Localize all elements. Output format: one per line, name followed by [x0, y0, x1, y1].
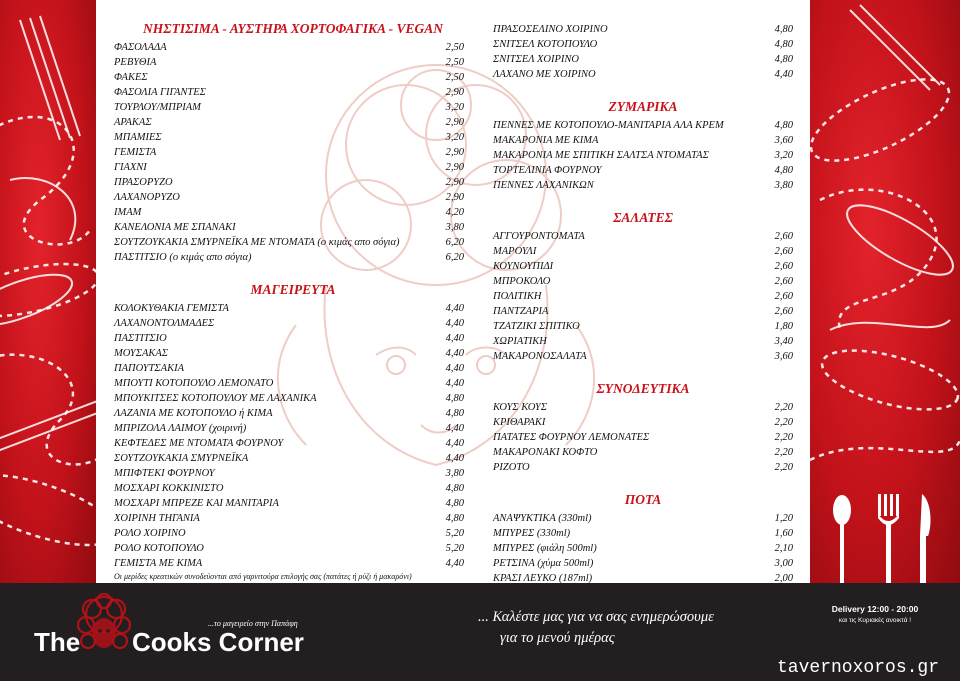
menu-item-price: 1,80: [774, 321, 793, 332]
call-line-1: ... Καλέστε μας για να σας ενημερώσουμε: [478, 609, 714, 625]
menu-item: [493, 52, 793, 67]
menu-item-name: ΦΑΣΟΛΙΑ ΓΙΓΑΝΤΕΣ: [114, 87, 206, 98]
call-line-2: για το μενού ημέρας: [500, 630, 615, 646]
menu-item-name: ΡΙΖΟΤΟ: [493, 462, 530, 473]
menu-item-name: ΜΠΥΡΕΣ (φιάλη 500ml): [493, 543, 597, 554]
section-gap: [114, 265, 464, 279]
menu-item-name: ΡΕΤΣΙΝΑ (χύμα 500ml): [493, 558, 594, 569]
menu-item: [114, 406, 464, 421]
menu-item: [114, 346, 464, 361]
menu-item: [493, 556, 793, 571]
menu-item: [114, 556, 464, 571]
menu-item-price: 3,80: [445, 468, 464, 479]
menu-item-name: ΜΠΡΟΚΟΛΟ: [493, 276, 551, 287]
menu-item-name: ΜΠΥΡΕΣ (330ml): [493, 528, 571, 539]
menu-item-price: 3,80: [445, 222, 464, 233]
site-watermark: tavernoxoros.gr: [777, 658, 940, 678]
section-gap: [493, 364, 793, 378]
menu-item: [114, 331, 464, 346]
menu-item-price: 2,60: [774, 261, 793, 272]
menu-item: [493, 274, 793, 289]
menu-item: [493, 415, 793, 430]
menu-item-price: 3,80: [774, 180, 793, 191]
menu-item-price: 4,40: [445, 318, 464, 329]
menu-item-name: ΜΑΚΑΡΟΝΙΑ ΜΕ ΣΠΙΤΙΚΗ ΣΑΛΤΣΑ ΝΤΟΜΑΤΑΣ: [493, 150, 709, 161]
menu-item-price: 2,60: [774, 306, 793, 317]
menu-item: [114, 160, 464, 175]
menu-item: [114, 391, 464, 406]
menu-item-price: 2,90: [445, 162, 464, 173]
menu-item-name: ΜΑΚΑΡΟΝΑΚΙ ΚΟΦΤΟ: [493, 447, 598, 458]
menu-item-price: 6,20: [445, 252, 464, 263]
menu-item-name: ΠΡΑΣΟΣΕΛΙΝΟ ΧΟΙΡΙΝΟ: [493, 24, 608, 35]
menu-item-name: ΦΑΚΕΣ: [114, 72, 148, 83]
menu-item-price: 4,80: [445, 498, 464, 509]
menu-item-name: ΜΑΡΟΥΛΙ: [493, 246, 537, 257]
menu-item-name: ΜΠΡΙΖΟΛΑ ΛΑΙΜΟΥ (χοιρινή): [114, 423, 247, 434]
menu-item-name: ΠΡΑΣΟΡΥΖΟ: [114, 177, 173, 188]
menu-item: [114, 190, 464, 205]
menu-item-price: 4,40: [445, 363, 464, 374]
menu-item-name: ΜΠΙΦΤΕΚΙ ΦΟΥΡΝΟΥ: [114, 468, 215, 479]
menu-item: [493, 400, 793, 415]
menu-item: [493, 67, 793, 82]
menu-item-name: ΡΟΛΟ ΚΟΤΟΠΟΥΛΟ: [114, 543, 204, 554]
menu-item-price: 3,20: [774, 150, 793, 161]
menu-item: [114, 301, 464, 316]
menu-item-price: 2,90: [445, 147, 464, 158]
menu-item-price: 2,10: [774, 543, 793, 554]
menu-item-name: ΓΕΜΙΣΤΑ ΜΕ ΚΙΜΑ: [114, 558, 203, 569]
white-dashed-doodles: [0, 0, 96, 583]
menu-item-price: 4,20: [445, 207, 464, 218]
menu-item-price: 4,40: [445, 558, 464, 569]
menu-item-price: 2,20: [774, 462, 793, 473]
menu-item: [114, 481, 464, 496]
menu-item-price: 5,20: [445, 543, 464, 554]
section-title: ΜΑΓΕΙΡΕΥΤΑ: [250, 282, 336, 297]
menu-item-price: 5,20: [445, 528, 464, 539]
curly-hair-face-logo-icon: [74, 593, 134, 663]
brand-logo: [32, 591, 322, 673]
menu-item-name: ΓΙΑΧΝΙ: [114, 162, 147, 173]
menu-item-price: 4,80: [445, 483, 464, 494]
menu-item: [114, 361, 464, 376]
menu-item: [493, 511, 793, 526]
menu-sheet: [96, 0, 810, 583]
section-title: ΝΗΣΤΙΣΙΜΑ - ΑΥΣΤΗΡΑ ΧΟΡΤΟΦΑΓΙΚΑ - VEGAN: [143, 21, 443, 36]
menu-item: [114, 496, 464, 511]
menu-item: [493, 445, 793, 460]
menu-item-name: ΠΕΝΝΕΣ ΜΕ ΚΟΤΟΠΟΥΛΟ-ΜΑΝΙΤΑΡΙΑ ΑΛΑ ΚΡΕΜ: [493, 120, 724, 131]
menu-item-name: ΣΝΙΤΣΕΛ ΧΟΙΡΙΝΟ: [493, 54, 579, 65]
menu-item-name: ΡΕΒΥΘΙΑ: [114, 57, 157, 68]
right-decor-panel: [810, 0, 960, 583]
menu-item-price: 2,90: [445, 177, 464, 188]
menu-item-name: ΤΖΑΤΖΙΚΙ ΣΠΙΤΙΚΟ: [493, 321, 580, 332]
menu-item-name: ΜΠΑΜΙΕΣ: [114, 132, 162, 143]
menu-item-price: 2,90: [445, 117, 464, 128]
menu-item-name: ΜΑΚΑΡΟΝΟΣΑΛΑΤΑ: [493, 351, 587, 362]
fork-icon: [868, 492, 908, 583]
menu-item: [493, 37, 793, 52]
menu-item-name: ΑΓΓΟΥΡΟΝΤΟΜΑΤΑ: [493, 231, 585, 242]
menu-item: [493, 526, 793, 541]
menu-item: [493, 289, 793, 304]
menu-item: [493, 304, 793, 319]
menu-item-name: ΠΟΛΙΤΙΚΗ: [493, 291, 542, 302]
menu-item-name: ΡΟΛΟ ΧΟΙΡΙΝΟ: [114, 528, 186, 539]
menu-item: [114, 220, 464, 235]
menu-item-price: 2,60: [774, 246, 793, 257]
menu-item-name: ΠΑΣΤΙΤΣΙΟ (ο κιμάς απο σόγια): [114, 252, 252, 263]
menu-item-price: 4,40: [445, 423, 464, 434]
menu-item-price: 2,20: [774, 417, 793, 428]
menu-item-price: 4,80: [774, 24, 793, 35]
menu-item-name: ΠΑΠΟΥΤΣΑΚΙΑ: [114, 363, 184, 374]
menu-item-name: ΚΕΦΤΕΔΕΣ ΜΕ ΝΤΟΜΑΤΑ ΦΟΥΡΝΟΥ: [114, 438, 284, 449]
menu-item-name: ΛΑΖΑΝΙΑ ΜΕ ΚΟΤΟΠΟΥΛΟ ή ΚΙΜΑ: [114, 408, 273, 419]
menu-item-price: 2,90: [445, 87, 464, 98]
menu-item-price: 2,50: [445, 72, 464, 83]
menu-item-price: 4,40: [445, 303, 464, 314]
menu-item-price: 4,40: [445, 333, 464, 344]
menu-item-price: 4,40: [774, 69, 793, 80]
menu-item: [493, 244, 793, 259]
menu-item: [114, 526, 464, 541]
spoon-icon: [822, 492, 862, 583]
section-gap: [493, 475, 793, 489]
menu-item-name: ΜΑΚΑΡΟΝΙΑ ΜΕ ΚΙΜΑ: [493, 135, 599, 146]
menu-item-price: 3,20: [445, 102, 464, 113]
menu-item: [493, 163, 793, 178]
menu-item: [114, 511, 464, 526]
menu-item-price: 3,40: [774, 336, 793, 347]
menu-item: [114, 55, 464, 70]
menu-item-price: 2,20: [774, 432, 793, 443]
menu-item-name: ΤΟΡΤΕΛΙΝΙΑ ΦΟΥΡΝΟΥ: [493, 165, 602, 176]
menu-item-name: ΚΑΝΕΛΟΝΙΑ ΜΕ ΣΠΑΝΑΚΙ: [114, 222, 236, 233]
menu-item-name: ΜΠΟΥΚΙΤΣΕΣ ΚΟΤΟΠΟΥΛΟΥ ΜΕ ΛΑΧΑΝΙΚΑ: [114, 393, 317, 404]
menu-item-price: 2,60: [774, 231, 793, 242]
menu-item: [114, 40, 464, 55]
menu-item-price: 4,80: [445, 408, 464, 419]
section-title: ΣΥΝΟΔΕΥΤΙΚΑ: [596, 381, 690, 396]
menu-item: [493, 178, 793, 193]
menu-item-price: 4,80: [774, 165, 793, 176]
menu-item-name: ΠΕΝΝΕΣ ΛΑΧΑΝΙΚΩΝ: [493, 180, 594, 191]
delivery-hours: Delivery 12:00 - 20:00: [831, 604, 919, 614]
section-title: ΣΑΛΑΤΕΣ: [613, 210, 673, 225]
menu-item-price: 2,60: [774, 291, 793, 302]
menu-item: [114, 541, 464, 556]
menu-item: [493, 133, 793, 148]
menu-item-price: 3,00: [774, 558, 793, 569]
menu-item: [114, 250, 464, 265]
menu-item-price: 4,80: [774, 39, 793, 50]
menu-item-price: 4,80: [445, 513, 464, 524]
menu-item: [114, 130, 464, 145]
call-to-action: [478, 607, 778, 649]
menu-item: [493, 319, 793, 334]
menu-item: [493, 349, 793, 364]
menu-item-price: 2,20: [774, 402, 793, 413]
menu-right-column: [493, 0, 793, 583]
menu-item-name: ΠΑΤΑΤΕΣ ΦΟΥΡΝΟΥ ΛΕΜΟΝΑΤΕΣ: [493, 432, 650, 443]
menu-item-name: ΛΑΧΑΝΟ ΜΕ ΧΟΙΡΙΝΟ: [493, 69, 596, 80]
menu-item: [114, 376, 464, 391]
menu-item-name: ΚΟΥΝΟΥΠΙΔΙ: [493, 261, 554, 272]
menu-item-name: ΣΝΙΤΣΕΛ ΚΟΤΟΠΟΥΛΟ: [493, 39, 598, 50]
menu-item: [493, 148, 793, 163]
menu-item: [493, 334, 793, 349]
menu-item: [493, 571, 793, 583]
menu-item-name: ΠΑΣΤΙΤΣΙΟ: [114, 333, 167, 344]
menu-item: [114, 145, 464, 160]
menu-item: [493, 229, 793, 244]
menu-item-name: ΤΟΥΡΛΟΥ/ΜΠΡΙΑΜ: [114, 102, 201, 113]
menu-item-price: 4,80: [774, 54, 793, 65]
menu-item: [114, 205, 464, 220]
menu-item: [114, 115, 464, 130]
menu-item-name: ΧΩΡΙΑΤΙΚΗ: [493, 336, 547, 347]
menu-item: [114, 316, 464, 331]
menu-item-name: ΧΟΙΡΙΝΗ ΤΗΓΑΝΙΑ: [114, 513, 200, 524]
garnish-note: Οι μερίδες κρεατικών συνοδεύονται από γαρνιτούρα επιλογής σας (πατάτες ή ρύζι ή μακαρόνι): [114, 572, 412, 581]
menu-item-price: 2,60: [774, 276, 793, 287]
menu-item: [493, 118, 793, 133]
menu-item-price: 4,40: [445, 378, 464, 389]
menu-item-name: ΑΝΑΨΥΚΤΙΚΑ (330ml): [493, 513, 592, 524]
top-spacer: [493, 0, 793, 22]
brand-tagline: ...το μαγειρείο στην Παπάφη: [208, 619, 298, 628]
menu-item-price: 1,60: [774, 528, 793, 539]
menu-item: [493, 460, 793, 475]
menu-item-name: ΜΟΣΧΑΡΙ ΚΟΚΚΙΝΙΣΤΟ: [114, 483, 224, 494]
menu-item: [114, 451, 464, 466]
section-title: ΠΟΤΑ: [624, 492, 662, 507]
menu-item-name: ΚΡΑΣΙ ΛΕΥΚΟ (187ml): [493, 573, 593, 583]
menu-item-price: 2,00: [774, 573, 793, 583]
menu-item-name: ΙΜΑΜ: [114, 207, 142, 218]
menu-item-price: 4,40: [445, 348, 464, 359]
menu-item-price: 6,20: [445, 237, 464, 248]
menu-item-price: 2,90: [445, 192, 464, 203]
menu-item-price: 2,20: [774, 447, 793, 458]
section-gap: [493, 82, 793, 96]
menu-item-name: ΜΟΣΧΑΡΙ ΜΠΡΕΖΕ ΚΑΙ ΜΑΝΙΤΑΡΙΑ: [114, 498, 279, 509]
menu-item-price: 3,60: [774, 135, 793, 146]
menu-item-price: 4,80: [774, 120, 793, 131]
menu-item-price: 3,60: [774, 351, 793, 362]
section-title: ΖΥΜΑΡΙΚΑ: [608, 99, 678, 114]
menu-item: [493, 430, 793, 445]
menu-item: [114, 421, 464, 436]
menu-item-name: ΚΟΛΟΚΥΘΑΚΙΑ ΓΕΜΙΣΤΑ: [114, 303, 229, 314]
left-decor-panel: [0, 0, 96, 583]
menu-item: [114, 70, 464, 85]
menu-item-name: ΦΑΣΟΛΑΔΑ: [114, 42, 167, 53]
knife-icon: [908, 492, 938, 583]
brand-name: Cooks Corner: [132, 627, 304, 657]
menu-item-name: ΣΟΥΤΖΟΥΚΑΚΙΑ ΣΜΥΡΝΕΪΚΑ: [114, 453, 249, 464]
menu-item-name: ΛΑΧΑΝΟΡΥΖΟ: [114, 192, 180, 203]
menu-item: [114, 85, 464, 100]
menu-item-price: 4,40: [445, 453, 464, 464]
menu-item: [493, 541, 793, 556]
menu-item: [114, 235, 464, 250]
menu-item: [114, 466, 464, 481]
delivery-info: [812, 604, 938, 624]
menu-item-name: ΣΟΥΤΖΟΥΚΑΚΙΑ ΣΜΥΡΝΕΪΚΑ ΜΕ ΝΤΟΜΑΤΑ (ο κιμάς απο σόγια): [114, 237, 400, 248]
menu-item-name: ΚΟΥΣ ΚΟΥΣ: [493, 402, 547, 413]
menu-item: [493, 259, 793, 274]
brand-the: The: [34, 627, 81, 657]
menu-item-price: 4,80: [445, 393, 464, 404]
menu-item-name: ΠΑΝΤΖΑΡΙΑ: [493, 306, 549, 317]
menu-item-name: ΑΡΑΚΑΣ: [114, 117, 152, 128]
menu-item-price: 2,50: [445, 57, 464, 68]
menu-item-price: 3,20: [445, 132, 464, 143]
menu-left-column: [114, 0, 464, 583]
menu-item: [493, 22, 793, 37]
menu-item: [114, 100, 464, 115]
menu-item-name: ΚΡΙΘΑΡΑΚΙ: [493, 417, 546, 428]
menu-item-price: 2,50: [445, 42, 464, 53]
menu-item-name: ΜΟΥΣΑΚΑΣ: [114, 348, 169, 359]
delivery-note: και τις Κυριακές ανοικτά !: [838, 617, 912, 624]
section-gap: [493, 193, 793, 207]
menu-item: [114, 175, 464, 190]
menu-item-name: ΜΠΟΥΤΙ ΚΟΤΟΠΟΥΛΟ ΛΕΜΟΝΑΤΟ: [114, 378, 274, 389]
menu-item: [114, 436, 464, 451]
menu-item-name: ΓΕΜΙΣΤΑ: [114, 147, 157, 158]
menu-item-name: ΛΑΧΑΝΟΝΤΟΛΜΑΔΕΣ: [114, 318, 215, 329]
menu-item-price: 1,20: [774, 513, 793, 524]
menu-item-price: 4,40: [445, 438, 464, 449]
